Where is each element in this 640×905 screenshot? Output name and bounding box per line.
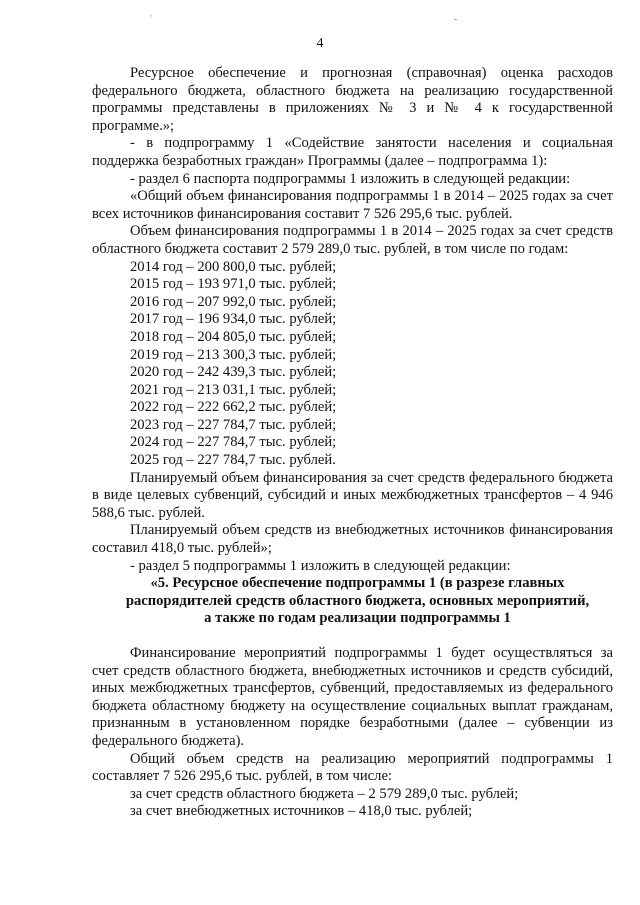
section-heading-line: а также по годам реализации подпрограммы 1: [204, 610, 511, 627]
intro-paragraph: Ресурсное обеспечение и прогнозная (справочная) оценка расходов федерального бюджета, областного бюджета на реализацию государственной программы представлены в приложениях № 3 и № 4 к государственной программе.»;: [92, 65, 613, 134]
year-funding-item: 2016 год – 207 992,0 тыс. рублей;: [130, 293, 337, 310]
year-funding-item: 2021 год – 213 031,1 тыс. рублей;: [130, 381, 337, 398]
scan-mark: ': [150, 14, 152, 25]
section-paragraph: за счет средств областного бюджета – 2 579 289,0 тыс. рублей;: [130, 785, 519, 802]
year-funding-item: 2019 год – 213 300,3 тыс. рублей;: [130, 346, 337, 363]
page-number: 4: [316, 36, 324, 51]
year-funding-item: 2020 год – 242 439,3 тыс. рублей;: [130, 364, 337, 381]
intro-paragraph: Объем финансирования подпрограммы 1 в 2014 – 2025 годах за счет средств областного бюджета составит 2 579 289,0 тыс. рублей, в том числе по годам:: [92, 223, 613, 257]
amendment-paragraph: - раздел 5 подпрограммы 1 изложить в следующей редакции:: [130, 557, 511, 574]
section-paragraph: за счет внебюджетных источников – 418,0 тыс. рублей;: [130, 803, 473, 820]
year-funding-item: 2014 год – 200 800,0 тыс. рублей;: [130, 258, 337, 275]
year-funding-item: 2025 год – 227 784,7 тыс. рублей.: [130, 452, 336, 469]
section-heading-line: распорядителей средств областного бюджета, основных мероприятий,: [125, 592, 590, 609]
intro-paragraph: - в подпрограмму 1 «Содействие занятости населения и социальная поддержка безработных граждан» Программы (далее – подпрограмма 1):: [92, 135, 613, 169]
section-heading-line: «5. Ресурсное обеспечение подпрограммы 1 (в разрезе главных: [150, 575, 565, 592]
section-paragraph: Общий объем средств на реализацию мероприятий подпрограммы 1 составляет 7 526 295,6 тыс. рублей, в том числе:: [92, 750, 613, 785]
intro-paragraph: «Общий объем финансирования подпрограммы 1 в 2014 – 2025 годах за счет всех источников финансирования составит 7 526 295,6 тыс. рублей.: [92, 188, 613, 222]
extrabudgetary-paragraph: Планируемый объем средств из внебюджетных источников финансирования составил 418,0 тыс. рублей»;: [92, 522, 613, 557]
year-funding-item: 2022 год – 222 662,2 тыс. рублей;: [130, 399, 337, 416]
yearly-funding-list: [92, 259, 613, 470]
year-funding-item: 2017 год – 196 934,0 тыс. рублей;: [130, 311, 337, 328]
federal-funding-paragraph: Планируемый объем финансирования за счет средств федерального бюджета в виде целевых субвенций, субсидий и иных межбюджетных трансфертов – 4 946 588,6 тыс. рублей.: [92, 469, 613, 521]
spacer: [92, 628, 613, 645]
scan-mark: -: [454, 14, 458, 25]
intro-paragraph: - раздел 6 паспорта подпрограммы 1 изложить в следующей редакции:: [130, 170, 571, 187]
document-body: [92, 65, 613, 821]
year-funding-item: 2015 год – 193 971,0 тыс. рублей;: [130, 276, 337, 293]
year-funding-item: 2018 год – 204 805,0 тыс. рублей;: [130, 328, 337, 345]
section-paragraph: Финансирование мероприятий подпрограммы 1 будет осуществляться за счет средств областного бюджета, внебюджетных источников и средств субсидий, иных межбюджетных трансфертов, субвенций, предоставляемых из федерального бюджета областному бюджету на осуществление социальных выплат гражданам, признанным в установленном порядке безработными (далее – субвенции из федерального бюджета).: [92, 645, 613, 749]
section-heading: [92, 575, 613, 628]
year-funding-item: 2023 год – 227 784,7 тыс. рублей;: [130, 416, 337, 433]
year-funding-item: 2024 год – 227 784,7 тыс. рублей;: [130, 434, 337, 451]
